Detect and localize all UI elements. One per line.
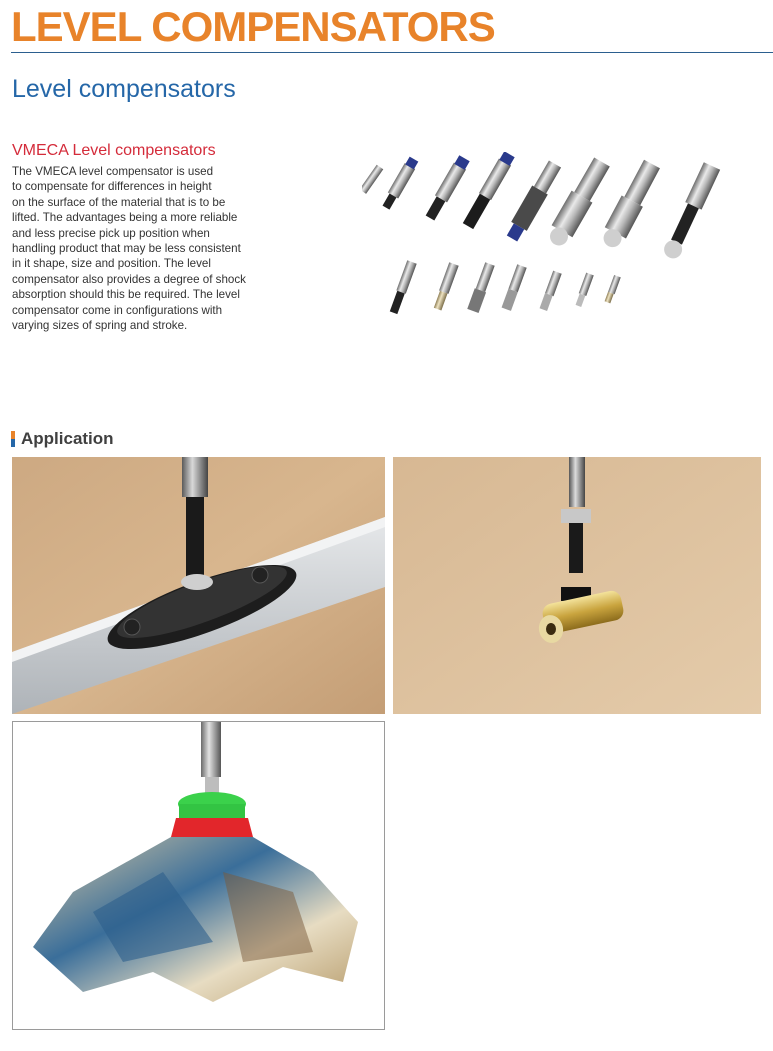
intro-line: and less precise pick up position when [12, 226, 210, 240]
intro-line: compensator come in configurations with [12, 303, 223, 317]
intro-line: to compensate for differences in height [12, 180, 212, 194]
intro-line: The VMECA level compensator is used [12, 165, 214, 178]
application-photo-cylinder [393, 457, 761, 714]
application-heading-label: Application [21, 429, 114, 448]
application-photo-bag [12, 721, 385, 1030]
intro-line: lifted. The advantages being a more reliable [12, 211, 238, 225]
product-assortment-image [362, 152, 737, 340]
intro-heading: VMECA Level compensators [12, 142, 216, 159]
intro-paragraph [12, 164, 270, 333]
intro-line: absorption should this be required. The level [12, 288, 240, 302]
intro-line: compensator also provides a degree of shock [12, 272, 246, 286]
intro-line: in it shape, size and position. The level [12, 257, 211, 271]
intro-line: varying sizes of spring and stroke. [12, 319, 188, 333]
application-heading [11, 428, 114, 450]
intro-line: on the surface of the material that is to be [12, 195, 226, 209]
intro-line: handling product that may be less consistent [12, 242, 241, 256]
heading-marker-icon [11, 431, 15, 447]
application-photo-bar [12, 457, 385, 714]
title-divider [11, 52, 773, 53]
page-title: LEVEL COMPENSATORS [11, 3, 495, 50]
section-title: Level compensators [12, 75, 236, 103]
